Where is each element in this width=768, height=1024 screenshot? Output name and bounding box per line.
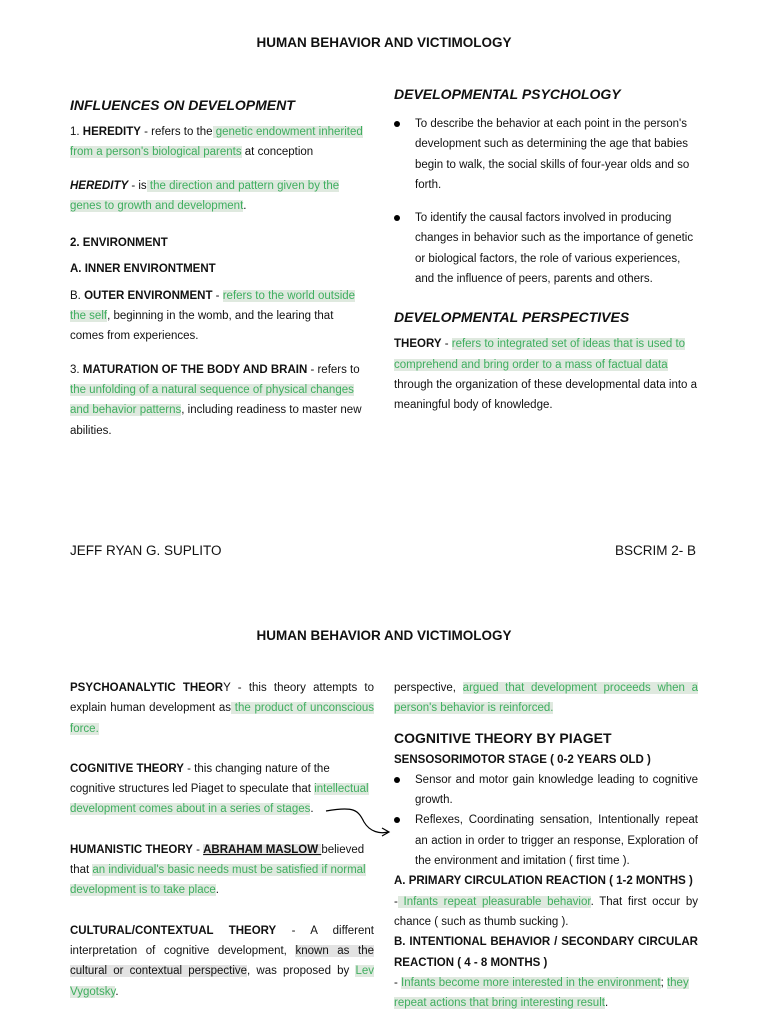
secondary-reaction-heading: B. INTENTIONAL BEHAVIOR / SECONDARY CIRCULAR REACTION ( 4 - 8 MONTHS ) [394, 936, 698, 969]
highlight: intellectual development comes about in a series of stages [70, 783, 369, 816]
primary-reaction-text: - Infants repeat pleasurable behavior. That first occur by chance ( such as thumb sucking ). [394, 895, 698, 928]
highlight: argued that development proceeds when a person's behavior is reinforced. [394, 682, 699, 715]
list-item: Sensor and motor gain knowledge leading to cognitive growth. [394, 770, 698, 811]
bullet-icon [394, 777, 400, 783]
primary-reaction-heading: A. PRIMARY CIRCULATION REACTION ( 1-2 MONTHS ) [394, 875, 693, 888]
term: HUMANISTIC THEORY [70, 843, 193, 856]
secondary-reaction-text: - Infants become more interested in the environment; they repeat actions that bring interesting result. [394, 976, 689, 1010]
section-heading: COGNITIVE THEORY BY PIAGET [394, 729, 612, 746]
class-section: BSCRIM 2- B [614, 543, 696, 558]
bullet-icon [394, 817, 400, 823]
highlight: the direction and pattern given by the genes to growth and development [70, 179, 340, 212]
bullet-icon [394, 121, 400, 127]
person-name: ABRAHAM MASLOW [203, 843, 322, 856]
highlight: the product of unconscious force. [70, 702, 374, 735]
highlight: an individual's basic needs must be satisfied if normal development is to take place [70, 864, 366, 897]
author-name: JEFF RYAN G. SUPLITO [70, 543, 222, 558]
right-column [394, 86, 698, 416]
gray-highlight: known as the cultural or contextual perspective [70, 944, 374, 978]
term: MATURATION OF THE BODY AND BRAIN [82, 363, 308, 376]
right-column [394, 678, 698, 1013]
highlight: the unfolding of a natural sequence of physical changes and behavior patterns [70, 383, 354, 417]
environment-heading: 2. ENVIRONMENT [70, 237, 168, 250]
highlight: they repeat actions that bring interesting result [394, 976, 689, 1010]
highlight: genetic endowment inherited from a person's biological parents [70, 126, 363, 159]
cognitive-theory: COGNITIVE THEORY - this changing nature of the cognitive structures led Piaget to speculate that intellectual development comes about in a series of stages. [70, 762, 369, 816]
theory-paragraph: THEORY - refers to integrated set of ideas that is used to comprehend and bring order to a mass of factual data through the organization of these developmental data into a meaningful body of knowledge. [394, 338, 698, 412]
inner-environment: A. INNER ENVIRONTMENT [70, 263, 216, 276]
page-title: HUMAN BEHAVIOR AND VICTIMOLOGY [256, 628, 512, 643]
humanistic-theory: HUMANISTIC THEORY - ABRAHAM MASLOW believed that an individual's basic needs must be satisfied if normal development is to take place. [70, 843, 366, 897]
stage-heading: SENSOSORIMOTOR STAGE ( 0-2 YEARS OLD ) [394, 753, 651, 766]
page-title: HUMAN BEHAVIOR AND VICTIMOLOGY [256, 35, 512, 50]
section-heading: INFLUENCES ON DEVELOPMENT [70, 97, 295, 113]
highlight: refers to integrated set of ideas that is used to comprehend and bring order to a mass of factual data [394, 338, 686, 371]
outer-environment: B. OUTER ENVIRONMENT - refers to the world outside the self, beginning in the womb, and the learing that comes from experiences. [70, 289, 356, 343]
list-item: Reflexes, Coordinating sensation, Intentionally repeat an action in order to trigger an response, Exploration of the environment and imitation ( first time ). [394, 810, 698, 871]
term: HEREDITY [82, 126, 141, 138]
left-column [70, 678, 374, 1002]
section-heading: DEVELOPMENTAL PERSPECTIVES [394, 309, 630, 326]
term: HEREDITY [70, 179, 129, 192]
maturation-paragraph: 3. MATURATION OF THE BODY AND BRAIN - refers to the unfolding of a natural sequence of physical changes and behavior patterns, including readiness to master new abilities. [70, 363, 362, 437]
heredity-paragraph: 1. HEREDITY - refers to the genetic endowment inherited from a person's biological parents at conception [70, 126, 363, 159]
connector-arrow-icon [324, 806, 394, 838]
left-column [70, 97, 370, 441]
perspective-continued: perspective, argued that development proceeds when a person's behavior is reinforced. [394, 682, 699, 715]
term: PSYCHOANALYTIC THEOR [70, 682, 224, 694]
list-item: To describe the behavior at each point in the person's development such as determining the age that babies begin to walk, the social skills of four-year olds and so forth. [394, 114, 698, 195]
term: CULTURAL/CONTEXTUAL THEORY [70, 924, 277, 937]
highlight: Infants become more interested in the environment [401, 976, 661, 989]
section-heading: DEVELOPMENTAL PSYCHOLOGY [394, 86, 621, 102]
term: COGNITIVE THEORY [70, 762, 184, 775]
highlight: Lev Vygotsky [70, 965, 374, 998]
list-item: To identify the causal factors involved in producing changes in behavior such as the importance of genetic or biological factors, the role of various experiences, and the influence of peers, parents and others. [394, 208, 698, 289]
term: OUTER ENVIRONMENT [84, 289, 213, 302]
heredity-definition: HEREDITY - is the direction and pattern given by the genes to growth and development. [70, 179, 340, 212]
highlight: refers to the world outside the self [70, 289, 356, 323]
cultural-theory: CULTURAL/CONTEXTUAL THEORY - A different interpretation of cognitive development, known as the cultural or contextual perspective, was proposed by Lev Vygotsky. [70, 924, 374, 998]
highlight: Infants repeat pleasurable behavior [397, 895, 591, 908]
psychoanalytic-theory: PSYCHOANALYTIC THEORY - this theory attempts to explain human development as the product of unconscious force. [70, 682, 374, 735]
bullet-icon [394, 215, 400, 221]
term: THEORY [394, 338, 442, 351]
